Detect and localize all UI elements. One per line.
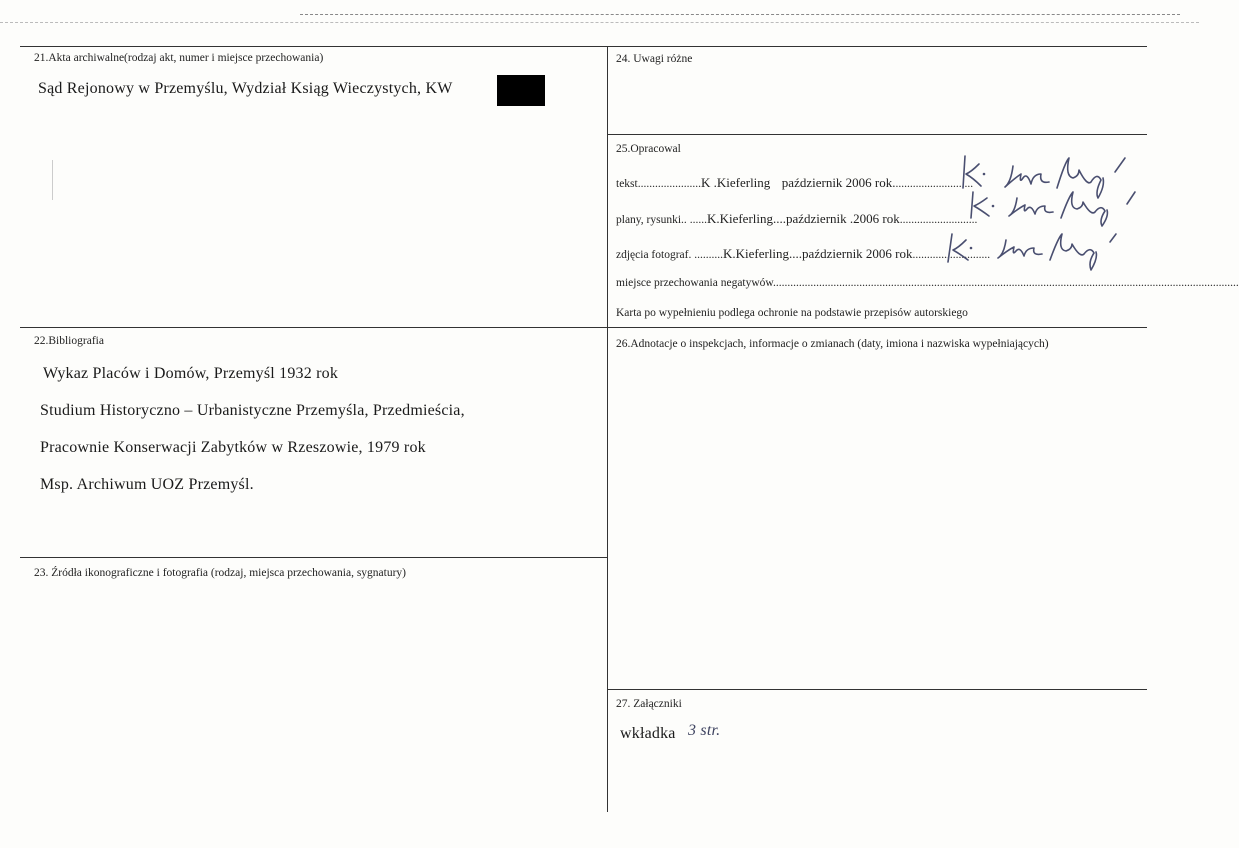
signature-plans-row	[965, 188, 1150, 228]
section-25-header: 25.Opracowal	[616, 143, 681, 155]
author-row-photos	[616, 246, 990, 262]
row-date: ....październik .2006 rok	[773, 211, 900, 226]
row-date: październik 2006 rok.	[781, 175, 896, 190]
section-26-header: 26.Adnotacje o inspekcjach, informacje o zmianach (daty, imiona i nazwiska wypełniających)	[616, 338, 1049, 350]
negatives-dots: ..................................................................................................................................................................	[773, 277, 1239, 289]
row-label-dots: ......................	[637, 178, 701, 190]
author-row-text	[616, 175, 973, 191]
top-edge-line-2	[0, 22, 1199, 23]
row-label: zdjęcia fotograf.	[616, 249, 692, 261]
row-label-dots: ..........	[694, 249, 723, 261]
rule-27-top	[607, 689, 1147, 690]
copyright-note: Karta po wypełnieniu podlega ochronie na podstawie przepisów autorskiego	[616, 307, 968, 319]
section-24-header: 24. Uwagi różne	[616, 53, 693, 65]
row-label: tekst	[616, 178, 638, 190]
row-date: ....październik 2006 rok	[789, 246, 913, 261]
top-rule-right	[607, 46, 1147, 47]
rule-25-top	[607, 134, 1147, 135]
bibliography-line-3: Pracownie Konserwacji Zabytków w Rzeszowie, 1979 rok	[40, 439, 426, 456]
attachment-content: wkładka	[620, 725, 676, 742]
author-row-plans	[616, 211, 977, 227]
row-label-dots: ......	[689, 214, 707, 226]
negatives-label: miejsce przechowania negatywów	[616, 277, 773, 289]
row-tail-dots: ...........................	[895, 178, 974, 190]
signature-photos-row	[940, 228, 1120, 273]
section-21-header: 21.Akta archiwalne(rodzaj akt, numer i miejsce przechowania)	[34, 52, 324, 64]
negatives-row	[616, 277, 1239, 289]
bibliography-line-4: Msp. Archiwum UOZ Przemyśl.	[40, 476, 254, 493]
rule-23-top	[20, 557, 607, 558]
row-tail-dots: ...........................	[899, 214, 978, 226]
rule-middle	[20, 327, 1147, 328]
row-author: K.Kieferling	[706, 211, 773, 226]
top-rule-left	[20, 46, 607, 47]
center-divider	[607, 46, 608, 812]
section-21-content: Sąd Rejonowy w Przemyślu, Wydział Ksiąg Wieczystych, KW	[38, 80, 453, 97]
redaction-block	[497, 75, 545, 106]
section-22-header: 22.Bibliografia	[34, 335, 104, 347]
row-author: K .Kieferling	[700, 175, 771, 190]
section-27-header: 27. Załączniki	[616, 698, 682, 710]
margin-mark-left	[52, 160, 53, 200]
bibliography-line-1: Wykaz Placów i Domów, Przemyśl 1932 rok	[43, 365, 339, 382]
row-tail-dots: ...........................	[912, 249, 991, 261]
attachment-handwritten: 3 str.	[688, 722, 721, 739]
section-23-header: 23. Źródła ikonograficzne i fotografia (rodzaj, miejsca przechowania, sygnatury)	[34, 567, 406, 579]
row-author: K.Kieferling	[722, 246, 790, 261]
row-label: plany, rysunki..	[616, 214, 687, 226]
top-edge-line	[300, 14, 1180, 15]
bibliography-line-2: Studium Historyczno – Urbanistyczne Przemyśla, Przedmieścia,	[40, 402, 465, 419]
